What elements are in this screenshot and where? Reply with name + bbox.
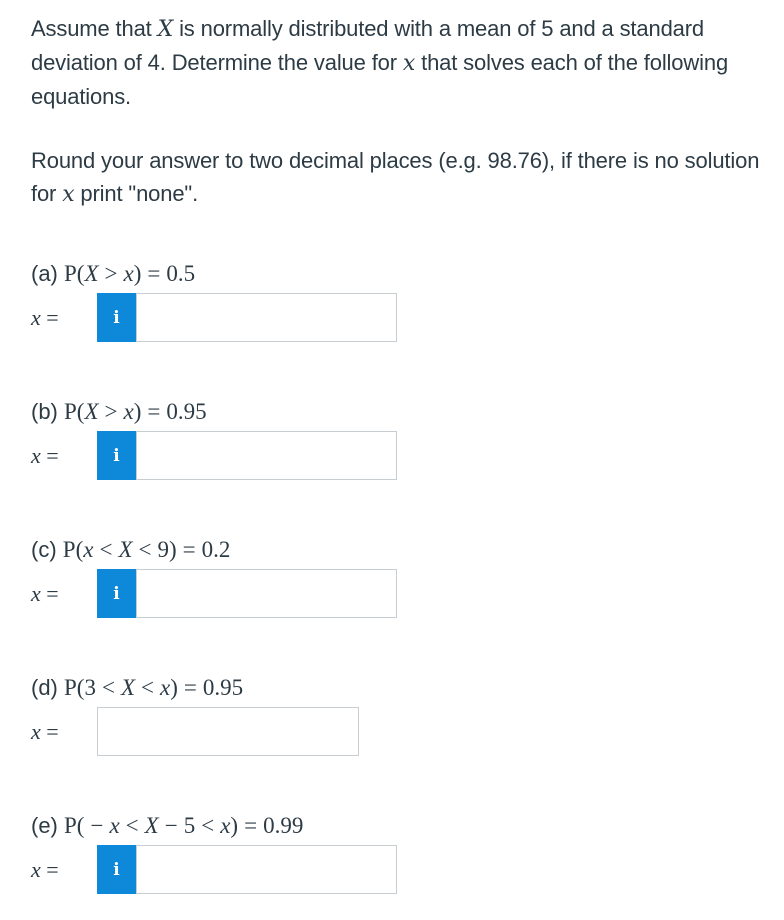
answer-eq: =: [46, 305, 59, 330]
answer-var: x: [31, 443, 41, 468]
answer-eq: =: [46, 857, 59, 882]
math-variable: X: [118, 537, 133, 562]
math-operator: <: [138, 537, 152, 562]
part-label: (a): [31, 261, 58, 286]
part-label: (b): [31, 399, 58, 424]
part-b-answer-label: [31, 441, 59, 471]
part-label: (d): [31, 675, 58, 700]
math-variable: x: [123, 399, 134, 424]
probability-expression: [64, 261, 195, 286]
math-variable: X: [120, 675, 136, 700]
intro-text-1: Assume that: [31, 16, 158, 41]
math-operator: −: [164, 813, 178, 838]
answer-var: x: [31, 581, 41, 606]
math-term: P(3: [64, 675, 96, 700]
math-operator: <: [201, 813, 215, 838]
answer-var: x: [31, 305, 41, 330]
math-operator: =: [244, 813, 258, 838]
probability-expression: [64, 813, 303, 838]
part-label: (c): [31, 537, 57, 562]
math-term: P(: [64, 813, 85, 838]
part-d-prompt: [31, 673, 243, 703]
part-e-answer-label: [31, 855, 59, 885]
info-icon[interactable]: i: [97, 845, 136, 894]
answer-eq: =: [46, 581, 59, 606]
math-variable: X: [144, 813, 159, 838]
intro-var-x: x: [402, 51, 416, 76]
math-variable: x: [220, 813, 231, 838]
intro-text-2: is normally distributed with a mean of 5 and a standard deviation of 4. Determine the value for: [31, 16, 704, 75]
part-b-prompt: [31, 397, 207, 427]
math-operator: <: [101, 675, 115, 700]
math-term: ): [170, 675, 178, 700]
probability-expression: [64, 675, 243, 700]
math-operator: <: [125, 813, 139, 838]
math-operator: −: [90, 813, 104, 838]
math-term: ): [230, 813, 239, 838]
math-term: 0.99: [263, 813, 304, 838]
math-term: ): [133, 261, 142, 286]
math-operator: <: [141, 675, 154, 700]
math-term: 0.95: [166, 399, 207, 424]
math-operator: =: [147, 399, 161, 424]
probability-expression: [63, 537, 231, 562]
math-variable: X: [84, 399, 99, 424]
math-variable: x: [123, 261, 134, 286]
intro-var-X: X: [157, 17, 174, 42]
part-c-answer-input[interactable]: [136, 569, 397, 618]
info-icon[interactable]: i: [97, 431, 136, 480]
info-icon[interactable]: i: [97, 293, 136, 342]
math-term: P(: [64, 261, 85, 286]
math-operator: >: [104, 399, 118, 424]
part-d-answer-input[interactable]: [97, 707, 359, 756]
part-a-answer-label: [31, 303, 59, 333]
rounding-instructions: [31, 144, 771, 211]
part-c-prompt: [31, 535, 230, 565]
math-term: 0.95: [202, 675, 244, 700]
math-term: 0.5: [166, 261, 196, 286]
math-variable: x: [109, 813, 120, 838]
part-c-answer-label: [31, 579, 59, 609]
answer-var: x: [31, 857, 41, 882]
part-e-answer-input[interactable]: [136, 845, 397, 894]
math-operator: =: [147, 261, 161, 286]
answer-eq: =: [46, 443, 59, 468]
answer-eq: =: [46, 719, 59, 744]
instructions-text-1: Round your answer to two decimal places (e.g. 98.76), if there is no solution for: [31, 148, 760, 206]
math-term: ): [133, 399, 142, 424]
math-term: P(: [64, 399, 85, 424]
math-operator: =: [182, 537, 196, 562]
probability-expression: [64, 399, 207, 424]
math-operator: >: [104, 261, 118, 286]
math-variable: X: [84, 261, 99, 286]
math-operator: =: [183, 675, 197, 700]
part-e-prompt: [31, 811, 303, 841]
part-a-prompt: [31, 259, 195, 289]
question-intro: [31, 12, 771, 113]
math-operator: <: [99, 537, 113, 562]
part-d-answer-label: [31, 717, 59, 747]
instructions-text-2: print "none".: [74, 181, 199, 206]
part-b-answer-input[interactable]: [136, 431, 397, 480]
intro-text-3: that solves each of the following equations.: [31, 50, 729, 109]
math-term: 5: [183, 813, 196, 838]
math-term: P(: [62, 537, 84, 562]
part-a-answer-input[interactable]: [136, 293, 397, 342]
math-variable: x: [160, 675, 171, 700]
answer-var: x: [31, 719, 41, 744]
instructions-var-x: x: [62, 182, 75, 207]
math-term: 9): [157, 537, 177, 562]
part-label: (e): [31, 813, 58, 838]
info-icon[interactable]: i: [97, 569, 136, 618]
math-variable: x: [83, 537, 94, 562]
math-term: 0.2: [201, 537, 231, 562]
